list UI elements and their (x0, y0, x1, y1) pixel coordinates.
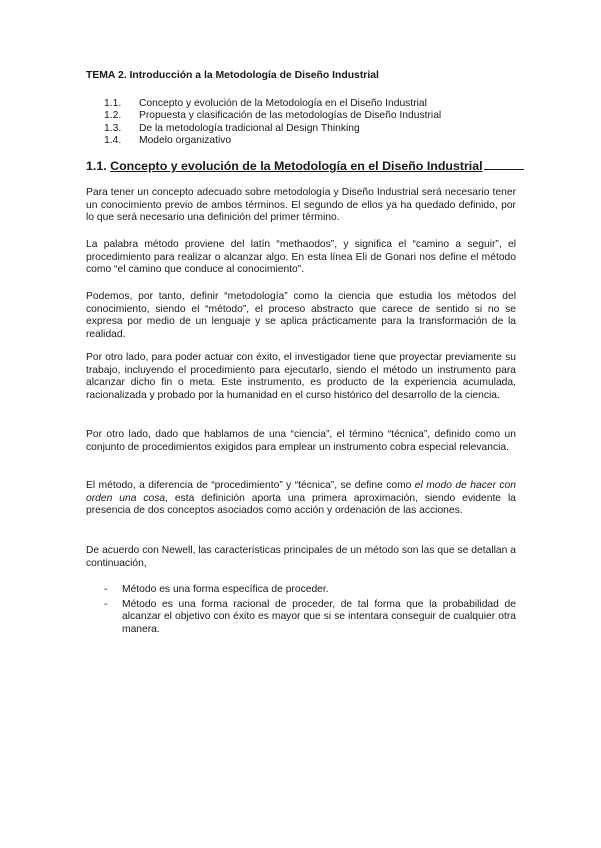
toc-item (104, 123, 524, 135)
toc-item-number: 1.1. (104, 98, 122, 109)
method-text-before: El método, a diferencia de “procedimiento” y “técnica”, se define como (86, 480, 415, 491)
paragraph-metodo-definition (86, 480, 516, 518)
paragraph-tecnica: Por otro lado, dado que hablamos de una “ciencia”, el término “técnica”, definido como un conjunto de procedimientos exigidos para emplear un instrumento cobra especial relevancia. (86, 429, 516, 453)
toc-item-number: 1.3. (104, 122, 122, 134)
list-item (104, 584, 516, 597)
paragraph-metodologia-definition: Podemos, por tanto, definir “metodología” como la ciencia que estudia los métodos del conocimiento, siendo el “método”, el proceso abstracto que carece de sentido si no se expresa por medio de un lenguaje y se aplica prácticamente para la transformación de la realidad. (86, 291, 516, 340)
method-text-italic: el modo de hacer con orden una cosa (86, 480, 517, 504)
method-text-after: , esta definición aporta una primera aproximación, siendo evidente la presencia de dos conceptos asociados como acción y ordenación de las acciones. (86, 492, 516, 517)
bullet-dash: - (104, 584, 108, 595)
toc-item-text: Modelo organizativo (139, 135, 232, 147)
section-heading-number: 1.1. (86, 159, 107, 173)
paragraph-intro: Para tener un concepto adecuado sobre metodología y Diseño Industrial será necesario tener un conocimiento previo de ambos términos. El segundo de ellos ya ha quedado definido, por lo que será necesario una definición del primer término. (86, 187, 516, 224)
toc-item (104, 135, 524, 147)
toc-item-number: 1.4. (104, 135, 122, 147)
paragraph-newell: De acuerdo con Newell, las características principales de un método son las que se detallan a continuación, (86, 545, 516, 569)
document-title: TEMA 2. Introducción a la Metodología de Diseño Industrial (86, 70, 379, 81)
list-item (104, 599, 516, 637)
paragraph-investigador: Por otro lado, para poder actuar con éxito, el investigador tiene que proyectar previamente su trabajo, incluyendo el procedimiento para ejecutarlo, siendo el método un instrumento para alcanzar dicho fin o meta. Este instrumento, es producto de la experiencia acumulada, racionalizada y probado por la humanidad en el curso histórico del desarrollo de la ciencia. (86, 352, 516, 401)
table-of-contents (104, 98, 524, 148)
section-heading-text: Concepto y evolución de la Metodología en el Diseño Industrial (110, 159, 483, 173)
toc-item (104, 98, 524, 110)
bullet-dash: - (104, 598, 108, 610)
toc-item-text: De la metodología tradicional al Design Thinking (139, 122, 360, 134)
list-item-text: Método es una forma racional de proceder, de tal forma que la probabilidad de alcanzar el objetivo con éxito es mayor que si se intentara conseguir de cualquier otra manera. (122, 598, 516, 635)
toc-item-number: 1.2. (104, 110, 122, 122)
bullet-list (104, 584, 516, 638)
section-heading (86, 159, 524, 173)
toc-item-text: Concepto y evolución de la Metodología en el Diseño Industrial (139, 98, 427, 109)
toc-item (104, 110, 524, 122)
paragraph-metodo-origin: La palabra método proviene del latín “methaodos”, y significa el “camino a seguir”, el procedimiento para realizar o alcanzar algo. En esta línea Eli de Gonari nos define el método como “el camino que conduce al conocimiento”. (86, 239, 516, 276)
toc-item-text: Propuesta y clasificación de las metodologías de Diseño Industrial (139, 110, 442, 122)
heading-underline (484, 160, 524, 170)
list-item-text: Método es una forma específica de proceder. (122, 584, 329, 595)
